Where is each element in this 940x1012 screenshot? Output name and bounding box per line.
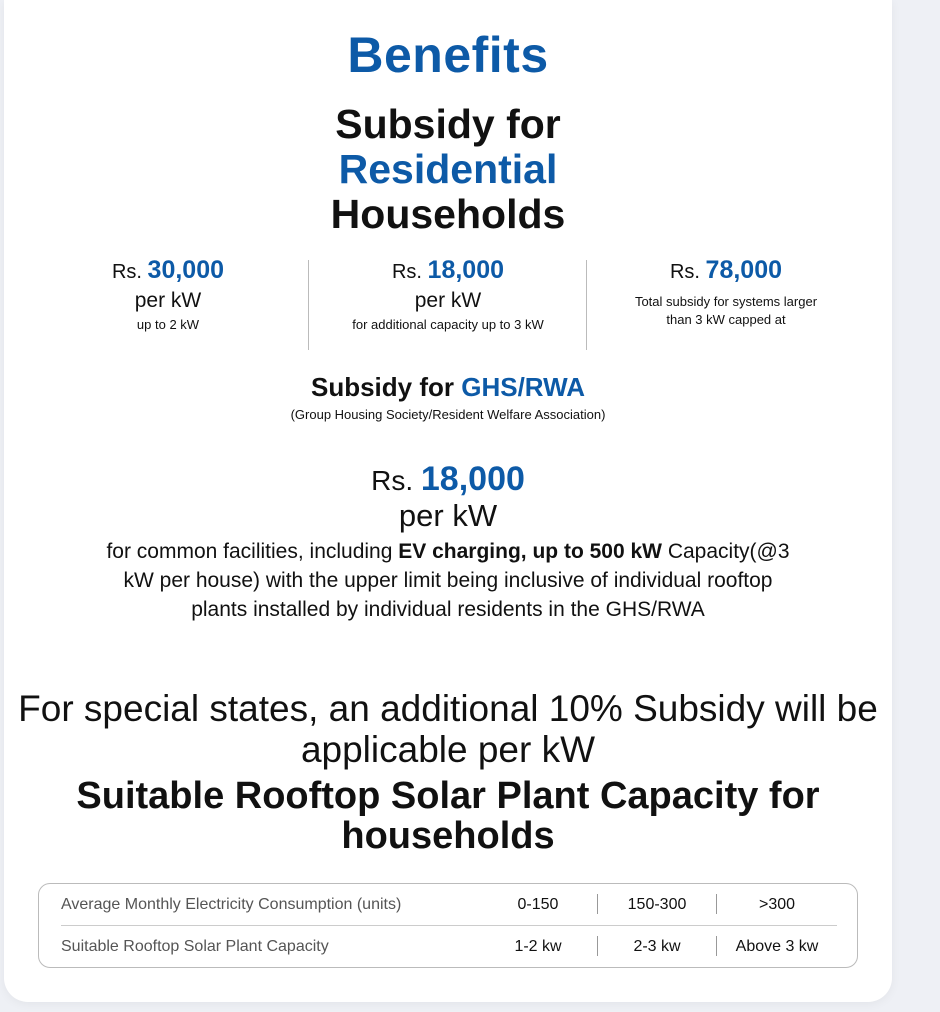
subsidy-per-2: per kW	[414, 289, 482, 312]
row-label: Average Monthly Electricity Consumption (units)	[61, 896, 402, 913]
capacity-table	[38, 883, 858, 968]
table-cell: 1-2 kw	[514, 938, 562, 955]
ghs-heading: Subsidy for GHS/RWA	[310, 372, 585, 402]
column-divider	[308, 260, 309, 350]
column-divider	[586, 260, 587, 350]
suitable-capacity-heading: Suitable Rooftop Solar Plant Capacity for households	[76, 775, 820, 857]
cell-separator	[716, 894, 717, 914]
table-cell: 150-300	[627, 896, 687, 913]
subsidy-note-1: up to 2 kW	[136, 317, 200, 332]
subsidy-amount-3: Rs. 78,000	[669, 256, 783, 284]
ghs-amount: Rs. 18,000	[371, 460, 525, 498]
subsidy-note-3: Total subsidy for systems larger than 3 kW capped at	[634, 294, 818, 327]
table-cell: Above 3 kw	[735, 938, 819, 955]
residential-heading-line2: Residential	[338, 146, 558, 192]
residential-heading-line3: Households	[330, 191, 566, 237]
cell-separator	[716, 936, 717, 956]
special-states-note: For special states, an additional 10% Subsidy will be applicable per kW	[18, 688, 878, 770]
benefits-card	[4, 0, 892, 1002]
table-cell: 2-3 kw	[633, 938, 681, 955]
table-row	[39, 884, 857, 924]
subsidy-amount-2: Rs. 18,000	[391, 256, 505, 284]
table-cell: 0-150	[517, 896, 559, 913]
ghs-description: for common facilities, including EV charging, up to 500 kW Capacity(@3 kW per house) with the upper limit being inclusive of individual rooftop plants installed by individual residents in the GHS/RWA	[106, 540, 790, 621]
ghs-subtitle: (Group Housing Society/Resident Welfare Association)	[290, 407, 606, 422]
subsidy-amount-1: Rs. 30,000	[111, 256, 225, 284]
residential-heading-line1: Subsidy for	[335, 101, 561, 147]
ghs-per: per kW	[398, 498, 498, 533]
subsidy-column-3	[626, 256, 826, 329]
subsidy-note-2: for additional capacity up to 3 kW	[352, 317, 544, 332]
subsidy-column-2	[348, 256, 548, 334]
table-cell: >300	[758, 896, 796, 913]
subsidy-column-1	[68, 256, 268, 334]
page-title: Benefits	[347, 27, 549, 83]
row-label: Suitable Rooftop Solar Plant Capacity	[61, 938, 329, 955]
subsidy-per-1: per kW	[134, 289, 202, 312]
table-row	[39, 926, 857, 966]
